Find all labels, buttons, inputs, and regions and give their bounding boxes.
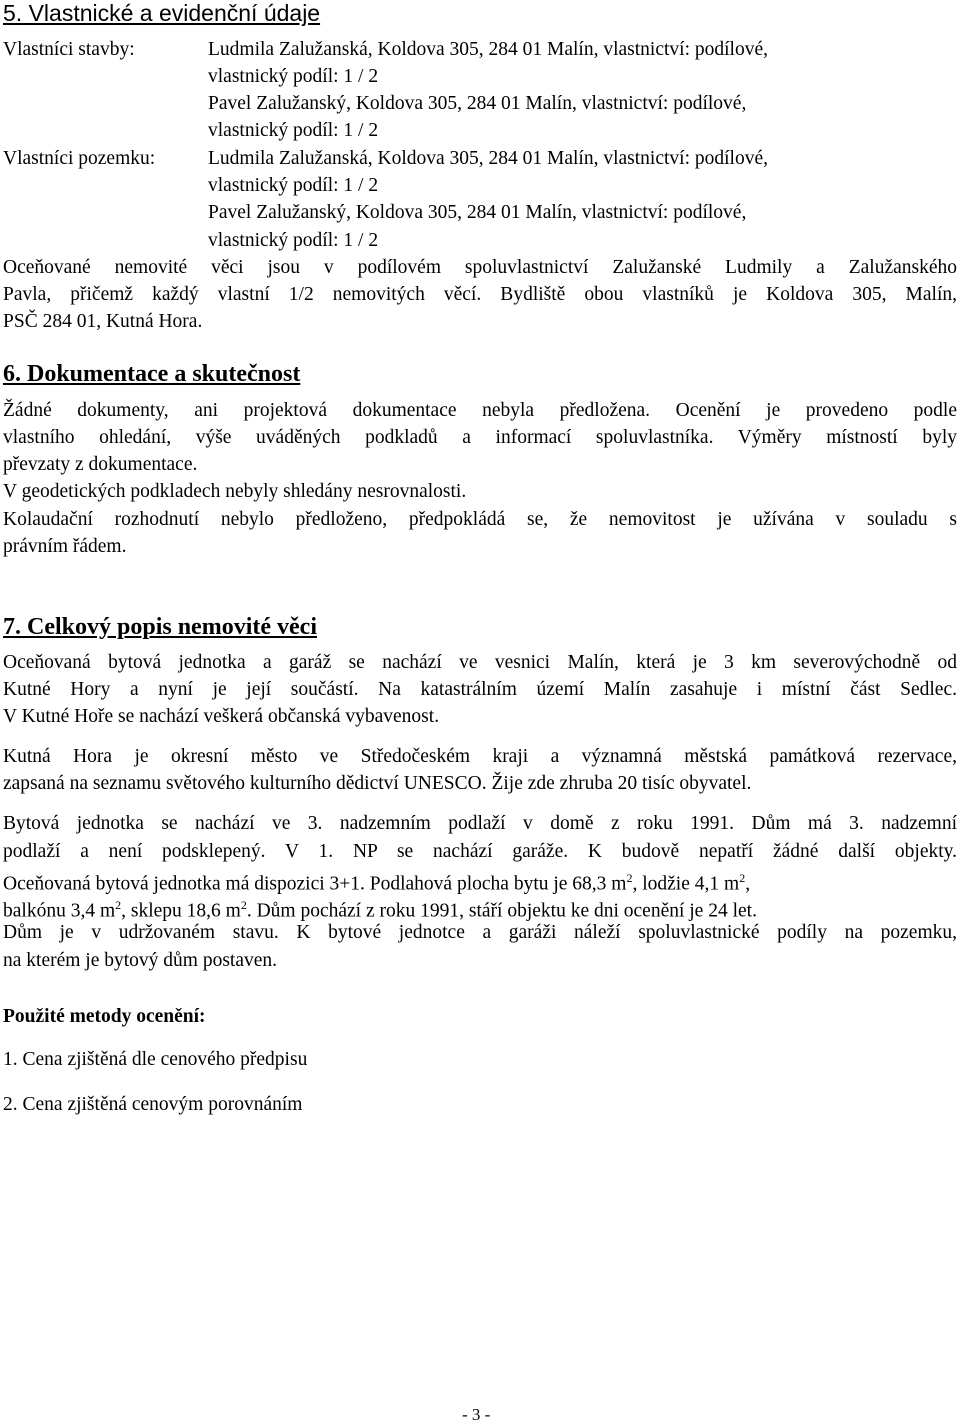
owner-building-1-share: vlastnický podíl: 1 / 2 — [208, 66, 379, 87]
owner-land-1-share: vlastnický podíl: 1 / 2 — [208, 175, 379, 196]
owners-land-label: Vlastníci pozemku: — [3, 148, 156, 169]
owner-building-2: Pavel Zalužanský, Koldova 305, 284 01 Malín, vlastnictví: podílové, — [208, 93, 747, 114]
building-paragraph-line: Dům je v udržovaném stavu. K bytové jednotce a garáži náleží spoluvlastnické podíly na pozemku, — [3, 922, 957, 943]
building-paragraph-line: podlaží a není podsklepený. V 1. NP se nachází garáže. K budově nepatří žádné další objekty. — [3, 841, 957, 862]
area-text: balkónu 3,4 m — [3, 900, 116, 922]
page-number: - 3 - — [462, 1405, 491, 1424]
superscript: 2 — [626, 871, 633, 885]
ownership-paragraph-line: Oceňované nemovité věci jsou v podílovém spoluvlastnictví Zalužanské Ludmily a Zalužanského — [3, 257, 957, 278]
area-text: , lodžie 4,1 m — [632, 873, 740, 895]
area-text: Oceňovaná bytová jednotka má dispozici 3+1. Podlahová plocha bytu je 68,3 m — [3, 873, 627, 895]
methods-title: Použité metody ocenění: — [3, 1006, 206, 1027]
town-paragraph-line: Kutná Hora je okresní město ve Středočeském kraji a významná městská památková rezervace, — [3, 746, 957, 767]
owner-land-2-share: vlastnický podíl: 1 / 2 — [208, 230, 379, 251]
owner-land-1: Ludmila Zalužanská, Koldova 305, 284 01 Malín, vlastnictví: podílové, — [208, 148, 768, 169]
occupancy-paragraph-line: právním řádem. — [3, 536, 127, 557]
area-text: . Dům pochází z roku 1991, stáří objektu ke dni ocenění je 24 let. — [246, 900, 757, 922]
superscript: 2 — [739, 871, 746, 885]
owners-building-label: Vlastníci stavby: — [3, 39, 135, 60]
area-text: , — [745, 873, 751, 895]
superscript: 2 — [115, 898, 122, 912]
method-item-2: 2. Cena zjištěná cenovým porovnáním — [3, 1094, 303, 1115]
location-paragraph-line: Kutné Hory a nyní je její součástí. Na katastrálním území Malín zasahuje i místní část Sedlec. — [3, 679, 957, 700]
building-paragraph-line: Bytová jednotka se nachází ve 3. nadzemním podlaží v domě z roku 1991. Dům má 3. nadzemní — [3, 813, 957, 834]
area-text: , sklepu 18,6 m — [121, 900, 241, 922]
documentation-paragraph-line: Žádné dokumenty, ani projektová dokumentace nebyla předložena. Ocenění je provedeno podle — [3, 400, 957, 421]
geodetic-note: V geodetických podkladech nebyly shledány nesrovnalosti. — [3, 481, 467, 502]
ownership-paragraph-line: PSČ 284 01, Kutná Hora. — [3, 311, 203, 332]
location-paragraph-line: Oceňovaná bytová jednotka a garáž se nachází ve vesnici Malín, která je 3 km severovýchodně od — [3, 652, 957, 673]
section-6-heading: 6. Dokumentace a skutečnost — [3, 361, 301, 387]
documentation-paragraph-line: vlastního ohledání, výše uváděných podkladů a informací spoluvlastníka. Výměry místností byly — [3, 427, 957, 448]
ownership-paragraph-line: Pavla, přičemž každý vlastní 1/2 nemovitých věcí. Bydliště obou vlastníků je Koldova 305, Malín, — [3, 284, 957, 305]
owner-building-1: Ludmila Zalužanská, Koldova 305, 284 01 Malín, vlastnictví: podílové, — [208, 39, 768, 60]
superscript: 2 — [240, 898, 247, 912]
section-5-heading: 5. Vlastnické a evidenční údaje — [3, 0, 321, 26]
owner-building-2-share: vlastnický podíl: 1 / 2 — [208, 120, 379, 141]
method-item-1: 1. Cena zjištěná dle cenového předpisu — [3, 1049, 308, 1070]
occupancy-paragraph-line: Kolaudační rozhodnutí nebylo předloženo, předpokládá se, že nemovitost je užívána v souladu s — [3, 509, 957, 530]
town-paragraph-line: zapsaná na seznamu světového kulturního dědictví UNESCO. Žije zde zhruba 20 tisíc obyvatel. — [3, 773, 752, 794]
section-7-heading: 7. Celkový popis nemovité věci — [3, 614, 317, 640]
location-paragraph-line: V Kutné Hoře se nachází veškerá občanská vybavenost. — [3, 706, 440, 727]
documentation-paragraph-line: převzaty z dokumentace. — [3, 454, 198, 475]
owner-land-2: Pavel Zalužanský, Koldova 305, 284 01 Malín, vlastnictví: podílové, — [208, 202, 747, 223]
building-paragraph-line: na kterém je bytový dům postaven. — [3, 950, 278, 971]
